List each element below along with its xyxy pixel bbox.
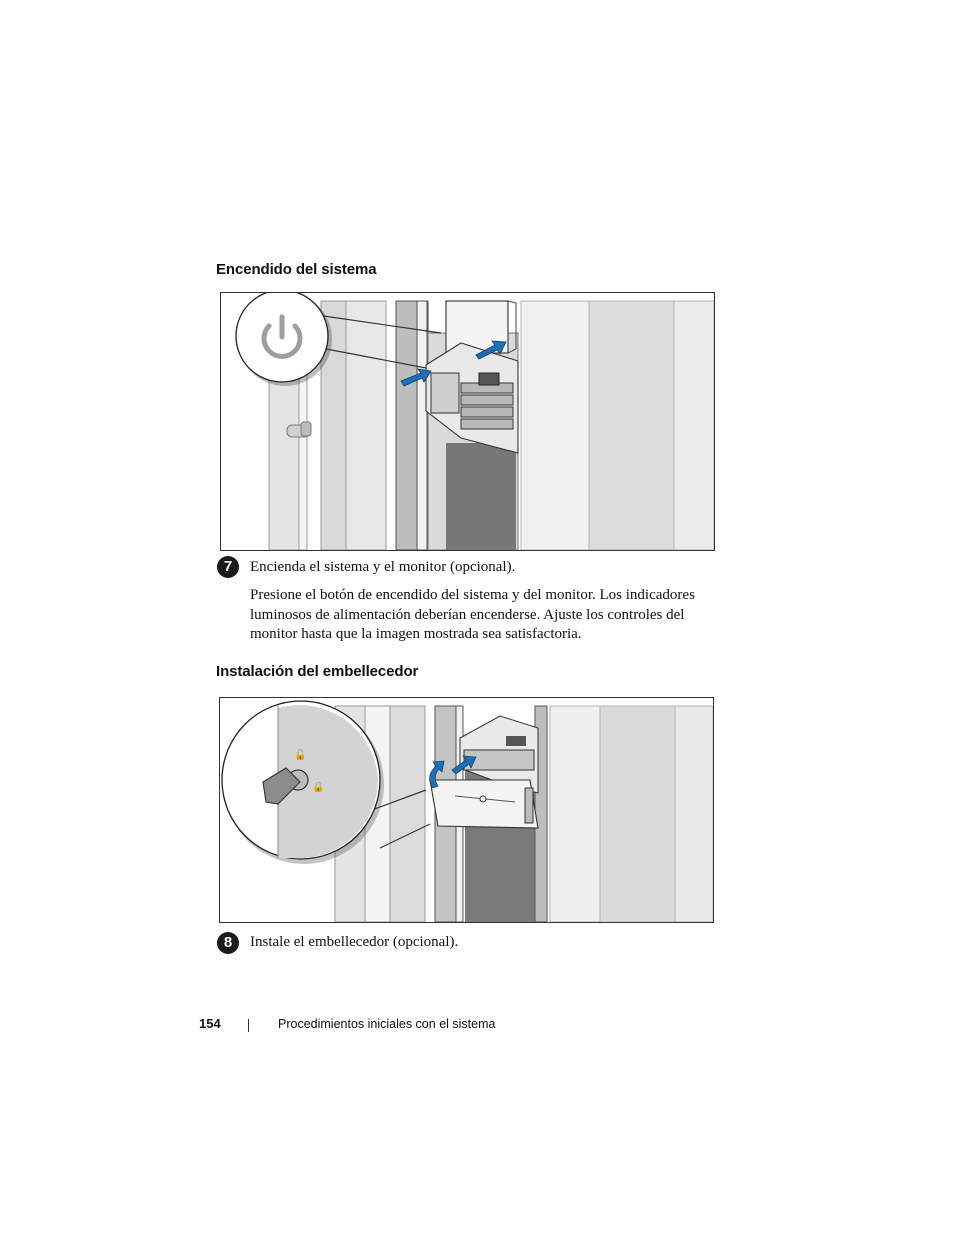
step-instruction: Instale el embellecedor (opcional).: [250, 934, 459, 950]
bezel-illustration: [219, 697, 714, 923]
step-number-badge: 8: [217, 932, 239, 954]
step-description: Presione el botón de encendido del sistema y del monitor. Los indicadores luminosos de alimentación deberían encenderse. Ajuste los controles del monitor hasta que la imagen mostrada sea satisfactoria.: [250, 587, 695, 642]
page-number: 154: [199, 1016, 221, 1031]
step-instruction: Encienda el sistema y el monitor (opcional).: [250, 559, 516, 575]
power-on-illustration: [220, 292, 715, 551]
bezel-drawing: [220, 698, 713, 922]
svg-text:🔓: 🔓: [294, 750, 307, 761]
footer-title: Procedimientos iniciales con el sistema: [278, 1017, 496, 1031]
power-on-drawing: [221, 293, 714, 550]
bezel-icon: [430, 780, 538, 828]
footer-divider: [248, 1019, 249, 1032]
step-number-badge: 7: [217, 556, 239, 578]
section-heading-power-on: Encendido del sistema: [216, 261, 377, 278]
svg-text:🔒: 🔒: [312, 782, 325, 793]
section-heading-bezel: Instalación del embellecedor: [216, 663, 419, 680]
